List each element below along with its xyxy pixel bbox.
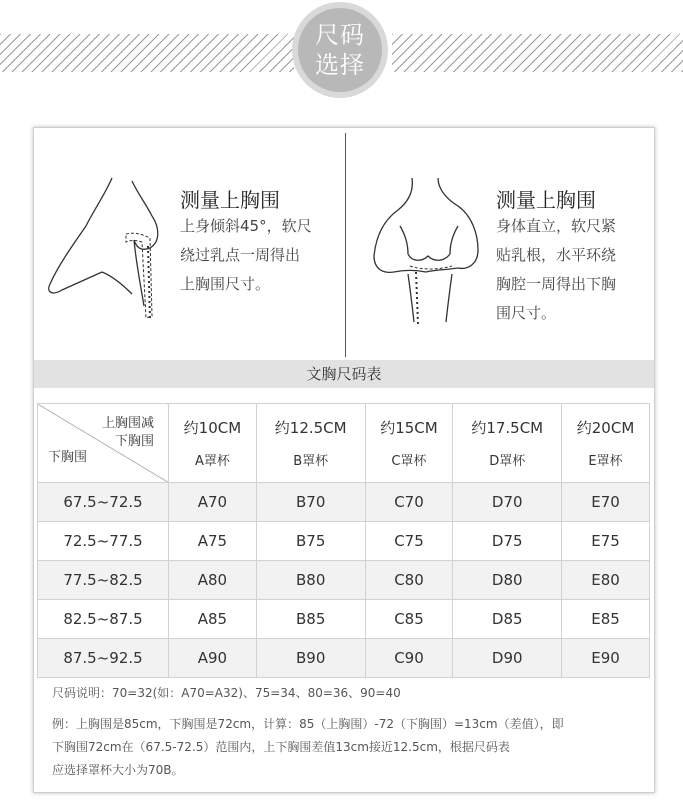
column-size: 约20CM	[576, 419, 635, 437]
column-size: 约15CM	[380, 419, 438, 437]
table-corner-cell	[38, 404, 169, 483]
column-size: 约17.5CM	[471, 419, 544, 437]
table-cell: D80	[453, 561, 562, 600]
corner-label-bottom: 下胸围	[48, 450, 88, 465]
table-row	[38, 483, 650, 522]
left-desc-line: 绕过乳点一周得出	[180, 246, 301, 264]
size-select-badge	[298, 8, 382, 92]
table-cell: C75	[365, 522, 453, 561]
column-header	[453, 404, 562, 483]
table-cell: C85	[365, 600, 453, 639]
right-desc-line: 围尺寸。	[496, 304, 557, 322]
size-table	[37, 403, 650, 678]
table-cell: A80	[169, 561, 257, 600]
column-size: 约10CM	[183, 419, 242, 437]
upright-figure-illustration	[360, 176, 500, 326]
table-row	[38, 639, 650, 678]
left-measure-title: 测量上胸围	[180, 188, 280, 212]
row-range: 72.5~77.5	[38, 522, 169, 561]
row-range: 67.5~72.5	[38, 483, 169, 522]
table-cell: D75	[453, 522, 562, 561]
table-row	[38, 600, 650, 639]
table-row	[38, 522, 650, 561]
table-cell: E85	[562, 600, 650, 639]
table-cell: A75	[169, 522, 257, 561]
size-note: 尺码说明：70=32(如：A70=A32)、75=34、80=36、90=40	[52, 686, 401, 700]
table-cell: C70	[365, 483, 453, 522]
row-range: 82.5~87.5	[38, 600, 169, 639]
table-cell: E70	[562, 483, 650, 522]
badge-line2: 选择	[315, 51, 365, 79]
table-cell: C80	[365, 561, 453, 600]
hatch-right-decoration	[392, 34, 683, 72]
table-cell: B80	[256, 561, 365, 600]
column-cup: B罩杯	[293, 454, 329, 469]
leaning-figure-illustration	[42, 176, 182, 326]
table-cell: E75	[562, 522, 650, 561]
corner-label-top1: 上胸围减	[101, 416, 154, 431]
left-desc-line: 上胸围尺寸。	[180, 275, 271, 293]
example-line: 下胸围72cm在（67.5-72.5）范围内，上下胸围差值13cm接近12.5cm，根据尺码表	[52, 740, 510, 754]
column-cup: C罩杯	[391, 454, 427, 469]
left-measure-desc	[180, 212, 312, 299]
column-header	[169, 404, 257, 483]
column-header	[256, 404, 365, 483]
table-cell: A70	[169, 483, 257, 522]
table-row	[38, 561, 650, 600]
table-cell: C90	[365, 639, 453, 678]
column-header	[562, 404, 650, 483]
table-cell: E80	[562, 561, 650, 600]
vertical-divider	[345, 133, 346, 357]
table-cell: B75	[256, 522, 365, 561]
right-desc-line: 胸腔一周得出下胸	[496, 275, 617, 293]
column-cup: A罩杯	[194, 454, 230, 469]
corner-label-top2: 下胸围	[114, 434, 154, 449]
table-cell: D70	[453, 483, 562, 522]
table-cell: A90	[169, 639, 257, 678]
example-line: 应选择罩杯大小为70B。	[52, 763, 184, 777]
column-header	[365, 404, 453, 483]
size-table-title: 文胸尺码表	[34, 360, 654, 388]
table-cell: B85	[256, 600, 365, 639]
table-cell: A85	[169, 600, 257, 639]
size-card	[33, 127, 655, 793]
table-header-row	[38, 404, 650, 483]
example-line: 例：上胸围是85cm，下胸围是72cm，计算：85（上胸围）-72（下胸围）=13cm（差值），即	[52, 717, 564, 731]
column-size: 约12.5CM	[274, 419, 347, 437]
column-cup: D罩杯	[489, 454, 526, 469]
right-desc-line: 身体直立，软尺紧	[496, 217, 617, 235]
hatch-left-decoration	[0, 34, 294, 72]
table-cell: B90	[256, 639, 365, 678]
badge-line1: 尺码	[315, 21, 365, 49]
row-range: 77.5~82.5	[38, 561, 169, 600]
right-desc-line: 贴乳根，水平环绕	[496, 246, 617, 264]
table-cell: B70	[256, 483, 365, 522]
row-range: 87.5~92.5	[38, 639, 169, 678]
table-cell: E90	[562, 639, 650, 678]
left-desc-line: 上身倾斜45°，软尺	[180, 217, 312, 235]
right-measure-title: 测量上胸围	[496, 188, 596, 212]
example-text	[52, 713, 642, 782]
column-cup: E罩杯	[588, 454, 623, 469]
table-cell: D90	[453, 639, 562, 678]
right-measure-desc	[496, 212, 616, 328]
table-cell: D85	[453, 600, 562, 639]
